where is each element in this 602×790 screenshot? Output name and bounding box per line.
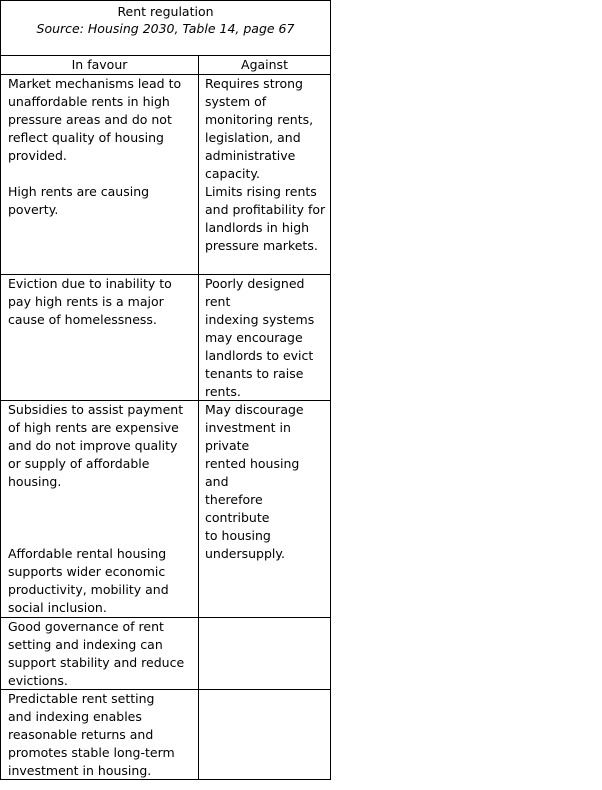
favour-text: Eviction due to inability to pay high rents is a major cause of homelessness. xyxy=(8,276,172,327)
favour-cell xyxy=(1,690,199,779)
table-row xyxy=(1,75,330,275)
favour-cell xyxy=(1,618,199,689)
favour-text: Market mechanisms lead to unaffordable rents in high pressure areas and do not reflect quality of housing provided. xyxy=(8,76,182,163)
against-text: Limits rising rents and profitability for landlords in high pressure markets. xyxy=(205,184,326,253)
against-cell xyxy=(199,401,330,617)
favour-text: High rents are causing poverty. xyxy=(8,184,150,217)
against-cell xyxy=(199,618,330,689)
table-row xyxy=(1,275,330,401)
favour-cell xyxy=(1,75,199,274)
favour-text: Good governance of rent setting and indexing can support stability and reduce evictions. xyxy=(8,619,185,688)
table-row xyxy=(1,401,330,618)
favour-text: Predictable rent setting and indexing enables reasonable returns and promotes stable long-term investment in housing. xyxy=(8,691,175,778)
against-text: Poorly designed rent indexing systems may encourage landlords to evict tenants to raise rents. xyxy=(205,276,315,399)
favour-cell xyxy=(1,275,199,400)
favour-text: Affordable rental housing supports wider economic productivity, mobility and social inclusion. xyxy=(8,546,169,615)
table-source: Source: Housing 2030, Table 14, page 67 xyxy=(36,21,295,36)
header-against: Against xyxy=(241,57,288,72)
favour-cell xyxy=(1,401,199,617)
header-in-favour: In favour xyxy=(1,56,199,74)
table-row xyxy=(1,618,330,690)
table-title: Rent regulation xyxy=(117,4,214,19)
against-cell xyxy=(199,275,330,400)
against-cell xyxy=(199,75,330,274)
table-header-row xyxy=(1,56,330,75)
favour-text: Subsidies to assist payment of high rents are expensive and do not improve quality or supply of affordable housing. xyxy=(8,402,184,489)
against-text: Requires strong system of monitoring rents, legislation, and administrative capacity. xyxy=(205,76,314,181)
against-text: May discourage investment in private rented housing and therefore contribute to housing undersupply. xyxy=(205,402,304,561)
table-title-cell xyxy=(1,1,330,56)
table-row xyxy=(1,690,330,780)
against-cell xyxy=(199,690,330,779)
